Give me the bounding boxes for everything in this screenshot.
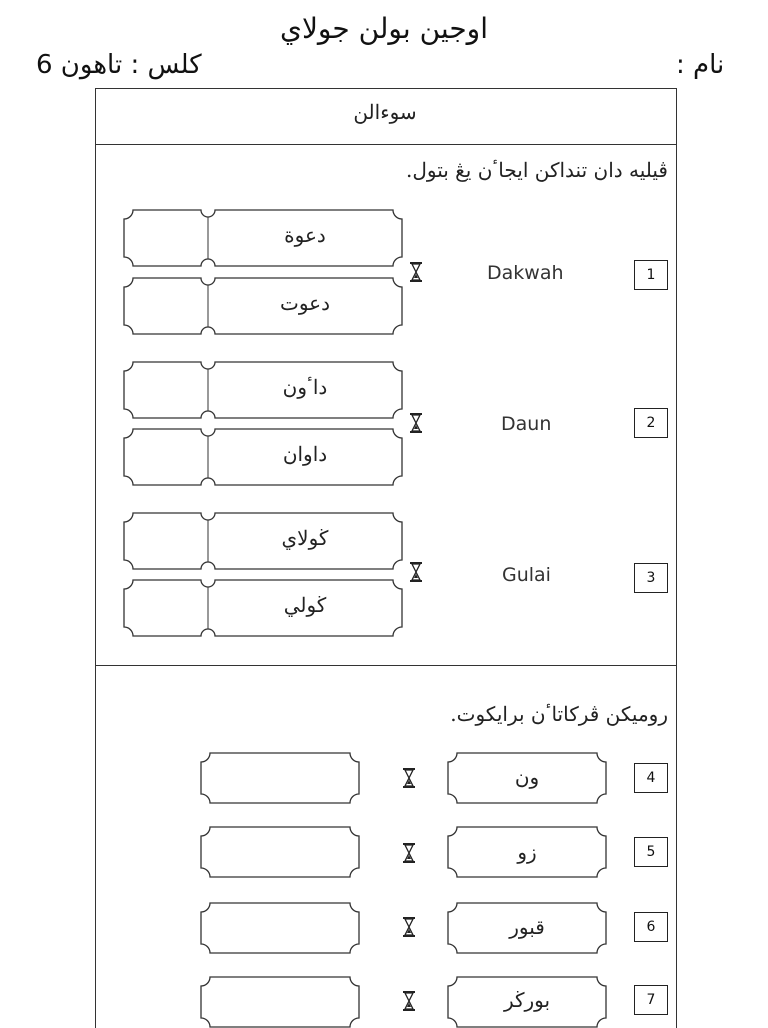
question-number: 3	[634, 563, 668, 593]
hourglass-icon	[402, 842, 416, 864]
jawi-word: بورڬر	[503, 988, 551, 1012]
answer-box[interactable]	[200, 976, 360, 1028]
question-number: 2	[634, 408, 668, 438]
question-number: 4	[634, 763, 668, 793]
hourglass-icon	[409, 261, 423, 283]
divider	[95, 88, 676, 89]
question-number: 5	[634, 837, 668, 867]
divider	[95, 144, 676, 145]
hourglass-icon	[402, 916, 416, 938]
worksheet-title: اوجين بولن جولاي	[280, 12, 488, 45]
hourglass-icon	[409, 412, 423, 434]
answer-box[interactable]	[200, 826, 360, 878]
jawi-word: قبور	[509, 915, 545, 939]
part2-instruction: روميكن ڤركاتاٴن برايكوت.	[450, 702, 668, 726]
name-label: نام :	[676, 50, 725, 80]
section-title: سوءالن	[353, 100, 417, 124]
hourglass-icon	[402, 990, 416, 1012]
divider	[95, 665, 676, 666]
answer-option-label: داٴون	[282, 375, 328, 399]
answer-option-label: ڬولي	[283, 593, 327, 617]
jawi-word: زو	[517, 840, 537, 864]
answer-option-label: ڬولاي	[281, 526, 329, 550]
answer-box[interactable]	[200, 902, 360, 954]
question-number: 1	[634, 260, 668, 290]
part1-instruction: ڤيليه دان تنداكن ايجاٴن يڠ بتول.	[405, 158, 668, 182]
hourglass-icon	[409, 561, 423, 583]
answer-option-label: دعوت	[280, 291, 330, 315]
question-word: Daun	[501, 413, 552, 435]
question-word: Gulai	[502, 564, 551, 586]
answer-box[interactable]	[200, 752, 360, 804]
answer-option-label: داوان	[282, 442, 328, 466]
hourglass-icon	[402, 767, 416, 789]
jawi-word: ون	[514, 765, 540, 789]
answer-option-label: دعوة	[284, 223, 326, 247]
question-word: Dakwah	[487, 262, 564, 284]
class-label: كلس : تاهون 6	[36, 50, 202, 80]
question-number: 6	[634, 912, 668, 942]
question-number: 7	[634, 985, 668, 1015]
